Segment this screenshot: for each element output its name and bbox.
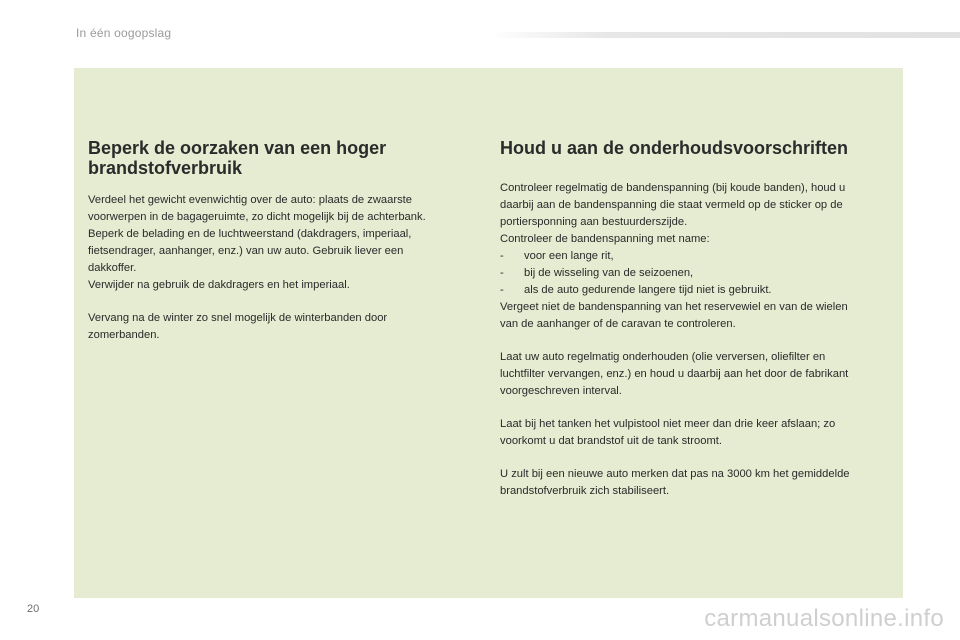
text-line: fietsendrager, aanhanger, enz.) van uw auto. Gebruik liever een	[88, 245, 404, 257]
left-paragraph-1	[88, 192, 468, 294]
text-line: Controleer de bandenspanning met name:	[500, 233, 710, 245]
text-line: luchtfilter vervangen, enz.) en houd u daarbij aan het door de fabrikant	[500, 368, 849, 380]
text-line: Verdeel het gewicht evenwichtig over de auto: plaats de zwaarste	[88, 194, 413, 206]
text-line: U zult bij een nieuwe auto merken dat pas na 3000 km het gemiddelde	[500, 468, 850, 480]
text-line: portiersponning aan bestuurderszijde.	[500, 216, 688, 228]
watermark-text: carmanualsonline.info	[704, 605, 944, 632]
right-paragraph-1	[500, 180, 890, 333]
left-heading: Beperk de oorzaken van een hoger brandstofverbruik	[88, 138, 387, 178]
text-line: Controleer regelmatig de bandenspanning (bij koude banden), houd u	[500, 182, 846, 194]
text-line: dakkoffer.	[88, 262, 137, 274]
text-line: van de aanhanger of de caravan te controleren.	[500, 318, 736, 330]
text-line: Laat bij het tanken het vulpistool niet meer dan drie keer afslaan; zo	[500, 418, 836, 430]
left-paragraph-2	[88, 310, 468, 344]
content-panel	[74, 68, 903, 598]
right-column	[500, 138, 890, 516]
text-line: Vergeet niet de bandenspanning van het reservewiel en van de wielen	[500, 301, 848, 313]
right-paragraph-3	[500, 416, 890, 450]
header-rule	[488, 32, 960, 38]
text-line: voorkomt u dat brandstof uit de tank stroomt.	[500, 435, 722, 447]
right-heading: Houd u aan de onderhoudsvoorschriften	[500, 138, 849, 158]
text-line: Vervang na de winter zo snel mogelijk de winterbanden door	[88, 312, 388, 324]
text-line: zomerbanden.	[88, 329, 160, 341]
right-paragraph-4	[500, 466, 890, 500]
text-line: voorgeschreven interval.	[500, 385, 622, 397]
bullet-item: - als de auto gedurende langere tijd niet is gebruikt.	[500, 282, 890, 299]
section-title: In één oogopslag	[76, 26, 172, 40]
bullet-item: - bij de wisseling van de seizoenen,	[500, 265, 890, 282]
text-line: daarbij aan de bandenspanning die staat vermeld op de sticker op de	[500, 199, 843, 211]
text-line: Verwijder na gebruik de dakdragers en het imperiaal.	[88, 279, 350, 291]
text-line: Laat uw auto regelmatig onderhouden (olie verversen, oliefilter en	[500, 351, 826, 363]
text-line: voorwerpen in de bagageruimte, zo dicht mogelijk bij de achterbank.	[88, 211, 426, 223]
text-line: Beperk de belading en de luchtweerstand (dakdragers, imperiaal,	[88, 228, 412, 240]
bullet-item: - voor een lange rit,	[500, 248, 890, 265]
left-column	[88, 138, 468, 360]
text-line: brandstofverbruik zich stabiliseert.	[500, 485, 670, 497]
page-number: 20	[27, 603, 40, 615]
right-paragraph-2	[500, 349, 890, 400]
